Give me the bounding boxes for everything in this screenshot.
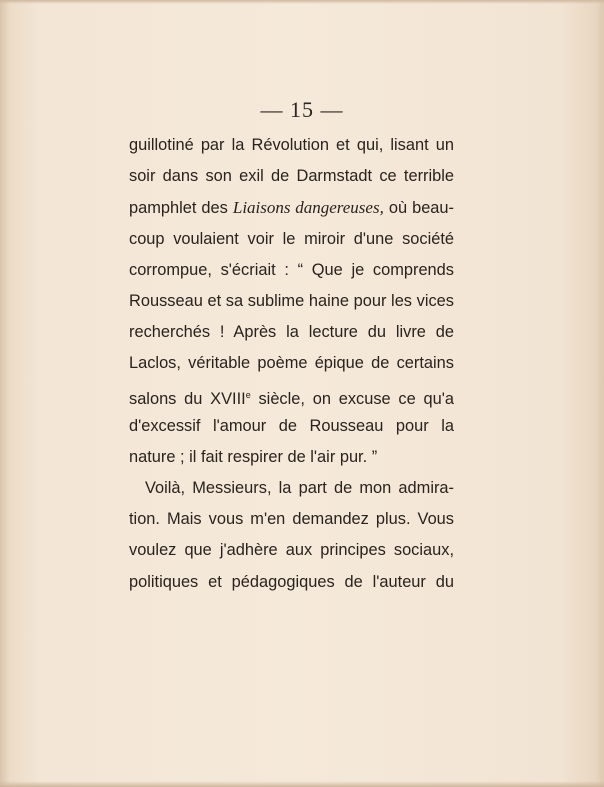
page-bottom-edge [0, 781, 604, 787]
book-title-italic: Liaisons dangereuses, [232, 198, 384, 218]
century-superscript: e [245, 389, 251, 400]
text-line-11: nature ; il fait respirer de l'air pur. ” [129, 447, 378, 466]
page-top-edge [0, 0, 604, 4]
text-line-12: Voilà, Messieurs, la part de mon admira- [145, 479, 454, 498]
text-line-5: corrompue, s'écriait : “ Que je comprends [129, 260, 454, 279]
text-line-9 [129, 380, 454, 411]
text-line-14: voulez que j'adhère aux principes sociaux, [129, 541, 454, 560]
text-line-6: Rousseau et sa sublime haine pour les vices [129, 291, 454, 310]
text-line-4: coup voulaient voir le miroir d'une société [129, 229, 454, 248]
text-line-10: d'excessif l'amour de Rousseau pour la [129, 416, 454, 435]
body-text [129, 130, 454, 598]
text-line-3 [129, 192, 454, 223]
page-number: — 15 — [260, 97, 344, 122]
text-line-13: tion. Mais vous m'en demandez plus. Vous [129, 510, 454, 529]
text-line-9-start: salons du XVIII [129, 389, 246, 408]
text-line-3-start: pamphlet des [129, 199, 233, 218]
text-line-1: guillotiné par la Révolution et qui, lisant un [129, 136, 454, 154]
text-line-7: recherchés ! Après la lecture du livre de [129, 323, 454, 342]
text-line-9-end: siècle, on excuse ce qu'a [250, 389, 454, 408]
text-line-3-end: où beau- [383, 199, 454, 218]
text-line-2: soir dans son exil de Darmstadt ce terrible [129, 167, 454, 186]
text-line-15: politiques et pédagogiques de l'auteur du [129, 572, 454, 591]
text-line-8: Laclos, véritable poème épique de certains [129, 354, 454, 373]
